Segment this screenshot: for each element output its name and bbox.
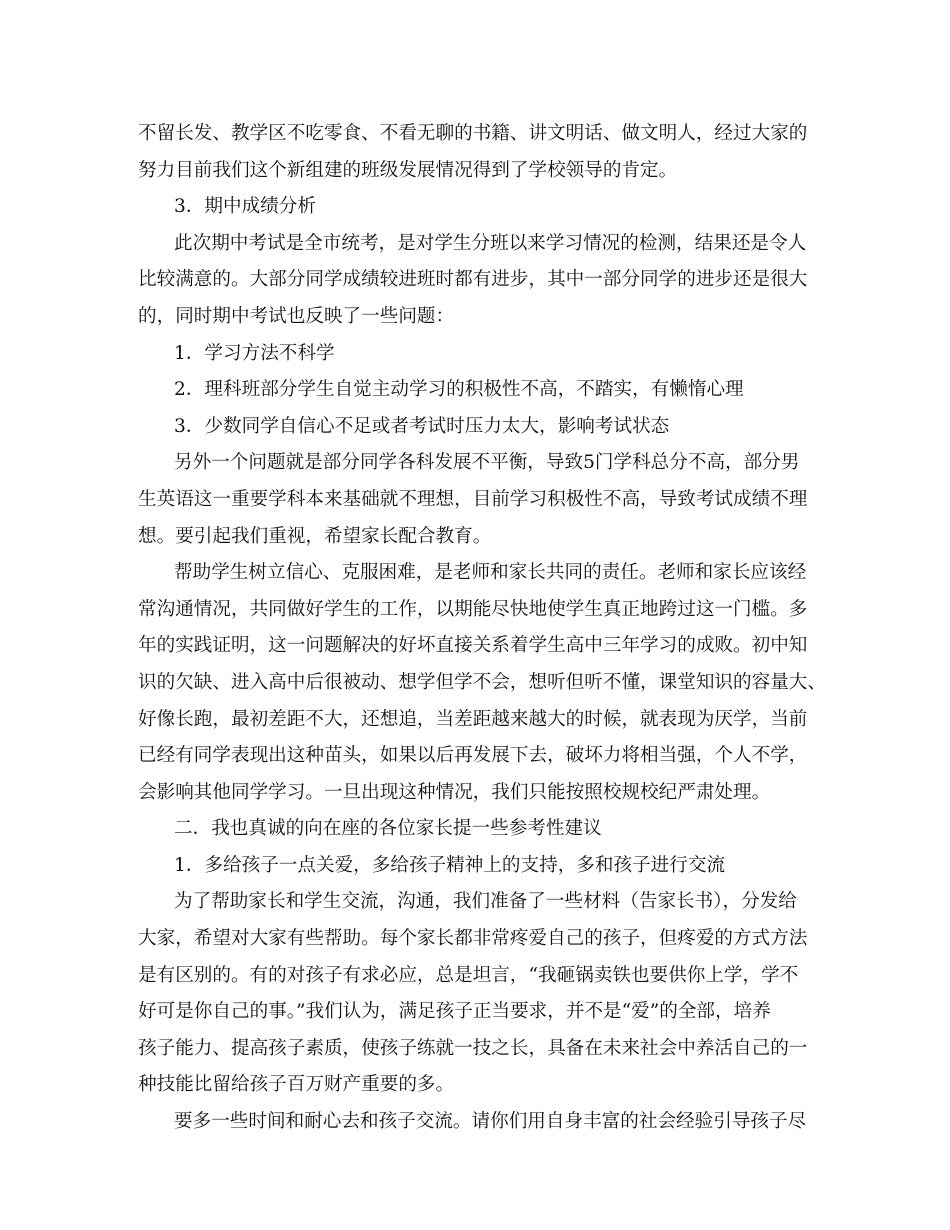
text-line: 此次期中考试是全市统考，是对学生分班以来学习情况的检测，结果还是令人 (174, 232, 807, 254)
list-item: 1．学习方法不科学 (174, 342, 335, 364)
text-line: 大家，希望对大家有些帮助。每个家长都非常疼爱自己的孩子，但疼爱的方式方法 (138, 928, 808, 950)
text-line: 为了帮助家长和学生交流，沟通，我们准备了一些材料（告家长书），分发给 (174, 891, 797, 913)
text-line: 要多一些时间和耐心去和孩子交流。请你们用自身丰富的社会经验引导孩子尽 (174, 1111, 807, 1133)
text-line: 年的实践证明，这一问题解决的好坏直接关系着学生高中三年学习的成败。初中知 (138, 635, 808, 657)
text-line: 帮助学生树立信心、克服困难，是老师和家长共同的责任。老师和家长应该经 (174, 562, 807, 584)
text-line: 常沟通情况，共同做好学生的工作，以期能尽快地使学生真正地跨过这一门槛。多 (138, 598, 808, 620)
section-heading: 二．我也真诚的向在座的各位家长提一些参考性建议 (174, 818, 602, 840)
list-item: 3．少数同学自信心不足或者考试时压力太大，影响考试状态 (174, 415, 670, 437)
list-item: 2．理科班部分学生自觉主动学习的积极性不高，不踏实，有懒惰心理 (174, 379, 744, 401)
text-line: 想。要引起我们重视，希望家长配合教育。 (138, 525, 492, 547)
text-line: 不留长发、教学区不吃零食、不看无聊的书籍、讲文明话、做文明人，经过大家的 (138, 123, 808, 144)
text-line: 努力目前我们这个新组建的班级发展情况得到了学校领导的肯定。 (138, 159, 678, 181)
text-line: 孩子能力、提高孩子素质，使孩子练就一技之长，具备在未来社会中养活自己的一 (138, 1037, 808, 1059)
text-line: 好可是你自己的事。”我们认为，满足孩子正当要求，并不是“爱”的全部，培养 (138, 1001, 771, 1023)
document-body (138, 116, 828, 1141)
list-item: 1．多给孩子一点关爱，多给孩子精神上的支持，多和孩子进行交流 (174, 854, 726, 876)
section-heading: 3．期中成绩分析 (174, 196, 316, 218)
text-line: 是有区别的。有的对孩子有求必应，总是坦言，“我砸锅卖铁也要供你上学，学不 (138, 964, 799, 986)
text-line: 好像长跑，最初差距不大，还想追，当差距越来越大的时候，就表现为厌学，当前 (138, 708, 808, 730)
text-line: 已经有同学表现出这种苗头，如果以后再发展下去，破坏力将相当强，个人不学， (138, 745, 808, 767)
text-line: 另外一个问题就是部分同学各科发展不平衡，导致5门学科总分不高，部分男 (174, 452, 800, 474)
text-line: 种技能比留给孩子百万财产重要的多。 (138, 1074, 455, 1096)
text-line: 的，同时期中考试也反映了一些问题： (138, 305, 455, 327)
text-line: 生英语这一重要学科本来基础就不理想，目前学习积极性不高，导致考试成绩不理 (138, 488, 808, 510)
text-line: 会影响其他同学学习。一旦出现这种情况，我们只能按照校规校纪严肃处理。 (138, 781, 771, 803)
text-line: 识的欠缺、进入高中后很被动、想学但学不会，想听但听不懂，课堂知识的容量大、 (138, 671, 826, 693)
text-line: 比较满意的。大部分同学成绩较进班时都有进步，其中一部分同学的进步还是很大 (138, 269, 808, 291)
